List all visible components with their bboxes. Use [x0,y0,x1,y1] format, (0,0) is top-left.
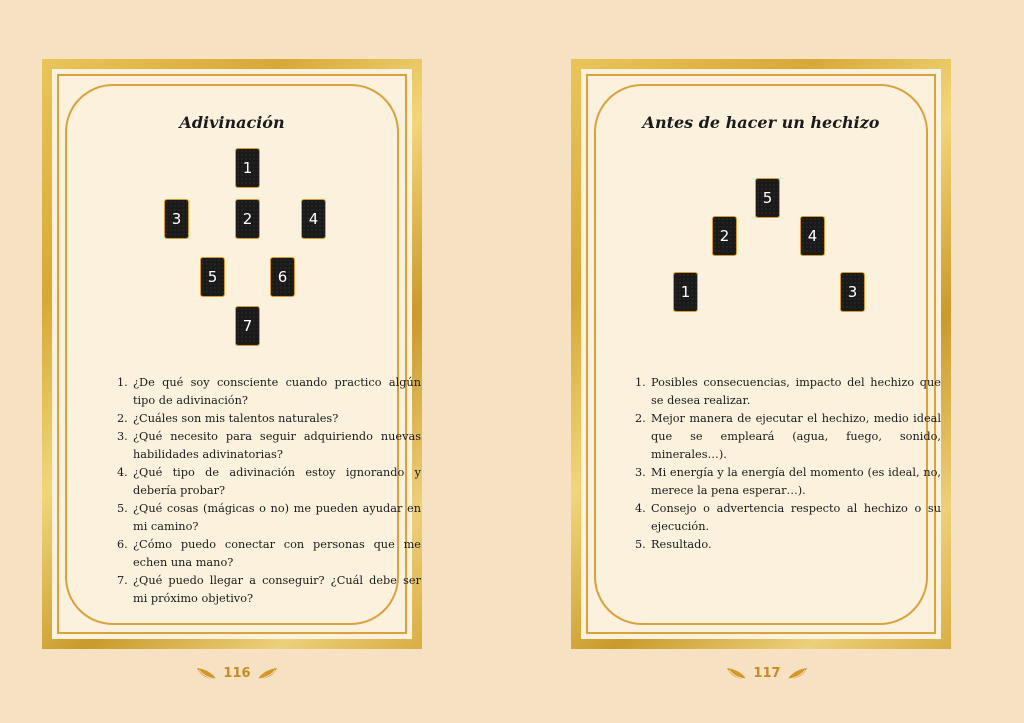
tarot-card-2 [712,216,737,256]
left-page [42,59,422,649]
item-number: 2. [635,412,646,425]
tarot-card-1 [673,272,698,312]
card-number: 6 [277,268,288,286]
content-panel [594,84,941,625]
content-panel [65,84,421,625]
leaf-icon [257,665,279,681]
card-number: 4 [807,227,818,245]
card-number: 1 [242,159,253,177]
list-item [635,500,941,536]
card-number: 7 [242,317,253,335]
item-text: Resultado. [651,538,712,551]
list-item [117,572,421,608]
list-item [635,374,941,410]
question-list [117,374,421,608]
card-number: 3 [847,283,858,301]
tarot-card-6 [270,257,295,297]
item-text: ¿Qué puedo llegar a conseguir? ¿Cuál debe ser mi próximo objetivo? [133,574,421,605]
item-number: 3. [117,430,128,443]
card-number: 2 [719,227,730,245]
page-number: 117 [753,665,781,681]
item-number: 5. [635,538,646,551]
tarot-card-4 [301,199,326,239]
leaf-icon [787,665,809,681]
item-text: ¿Qué tipo de adivinación estoy ignorando y debería probar? [133,466,421,497]
tarot-card-7 [235,306,260,346]
page-number-left [187,663,287,683]
tarot-card-1 [235,148,260,188]
item-text: ¿Qué cosas (mágicas o no) me pueden ayudar en mi camino? [133,502,421,533]
tarot-card-3 [164,199,189,239]
tarot-card-2 [235,199,260,239]
page-number-right [717,663,817,683]
item-number: 5. [117,502,128,515]
card-number: 2 [242,210,253,228]
item-text: Consejo o advertencia respecto al hechizo o su ejecución. [651,502,941,533]
card-number: 4 [308,210,319,228]
tarot-card-4 [800,216,825,256]
item-text: Mejor manera de ejecutar el hechizo, medio ideal que se empleará (agua, fuego, sonido, minerales…). [651,412,941,461]
list-item [117,464,421,500]
tarot-card-3 [840,272,865,312]
tarot-card-5 [200,257,225,297]
list-item [117,536,421,572]
item-text: Posibles consecuencias, impacto del hechizo que se desea realizar. [651,376,941,407]
item-number: 7. [117,574,128,587]
card-number: 5 [762,189,773,207]
card-number: 5 [207,268,218,286]
item-number: 2. [117,412,128,425]
right-page [571,59,951,649]
item-number: 1. [635,376,646,389]
item-number: 4. [635,502,646,515]
item-text: ¿Cuáles son mis talentos naturales? [133,412,339,425]
list-item [117,428,421,464]
page-inner [581,69,941,639]
list-item [117,410,421,428]
tarot-card-5 [755,178,780,218]
item-text: ¿De qué soy consciente cuando practico algún tipo de adivinación? [133,376,421,407]
card-number: 1 [680,283,691,301]
card-number: 3 [171,210,182,228]
page-title: Adivinación [179,113,285,132]
item-text: Mi energía y la energía del momento (es ideal, no, merece la pena esperar…). [651,466,941,497]
question-list [635,374,941,554]
item-text: ¿Qué necesito para seguir adquiriendo nuevas habilidades adivinatorias? [133,430,421,461]
item-text: ¿Cómo puedo conectar con personas que me echen una mano? [133,538,421,569]
item-number: 3. [635,466,646,479]
item-number: 4. [117,466,128,479]
page-inner [52,69,421,639]
item-number: 1. [117,376,128,389]
list-item [117,374,421,410]
item-number: 6. [117,538,128,551]
list-item [635,536,941,554]
page-number: 116 [223,665,251,681]
leaf-icon [195,665,217,681]
list-item [635,464,941,500]
leaf-icon [725,665,747,681]
page-title: Antes de hacer un hechizo [642,113,880,132]
list-item [117,500,421,536]
list-item [635,410,941,464]
